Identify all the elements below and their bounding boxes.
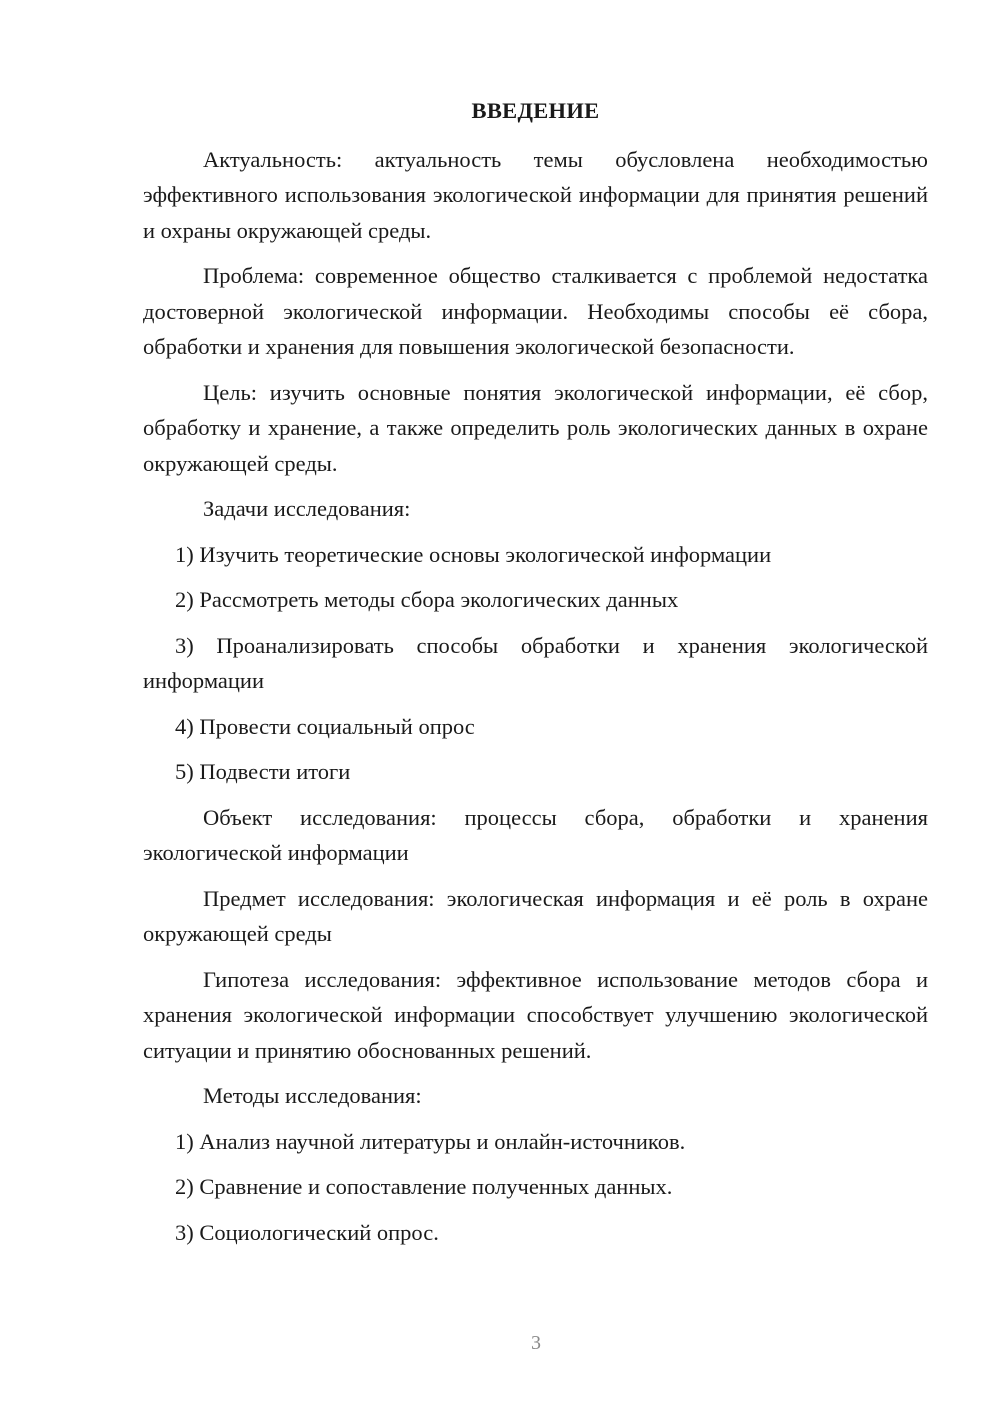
method-item: 3) Социологический опрос. [175,1219,439,1245]
method-item: 2) Сравнение и сопоставление полученных данных. [175,1174,673,1199]
section-title: ВВЕДЕНИЕ [471,98,600,123]
task-item: 1) Изучить теоретические основы экологической информации [175,541,772,567]
task-item: 3) Проанализировать способы обработки и хранения экологической информации [143,632,928,693]
task-item: 4) Провести социальный опрос [175,713,475,739]
object-paragraph: Объект исследования: процессы сбора, обработки и хранения экологической информации [143,804,928,865]
goal-paragraph: Цель: изучить основные понятия экологической информации, её сбор, обработку и хранение, а также определить роль экологических данных в охране окружающей среды. [143,379,928,476]
task-item: 2) Рассмотреть методы сбора экологических данных [175,587,679,612]
problem-paragraph: Проблема: современное общество сталкивается с проблемой недостатка достоверной экологической информации. Необходимы способы её сбора, обработки и хранения для повышения экологической безопасности. [143,263,928,359]
methods-heading: Методы исследования: [203,1083,422,1108]
page-number: 3 [531,1332,541,1354]
hypothesis-paragraph: Гипотеза исследования: эффективное использование методов сбора и хранения экологической информации способствует улучшению экологической ситуации и принятию обоснованных решений. [143,966,928,1063]
task-item: 5) Подвести итоги [175,759,351,784]
subject-paragraph: Предмет исследования: экологическая информация и её роль в охране окружающей среды [143,885,928,946]
page-content [143,93,928,1260]
relevance-paragraph: Актуальность: актуальность темы обусловлена необходимостью эффективного использования экологической информации для принятия решений и охраны окружающей среды. [143,146,928,243]
method-item: 1) Анализ научной литературы и онлайн-источников. [175,1128,686,1154]
tasks-heading: Задачи исследования: [203,496,411,521]
